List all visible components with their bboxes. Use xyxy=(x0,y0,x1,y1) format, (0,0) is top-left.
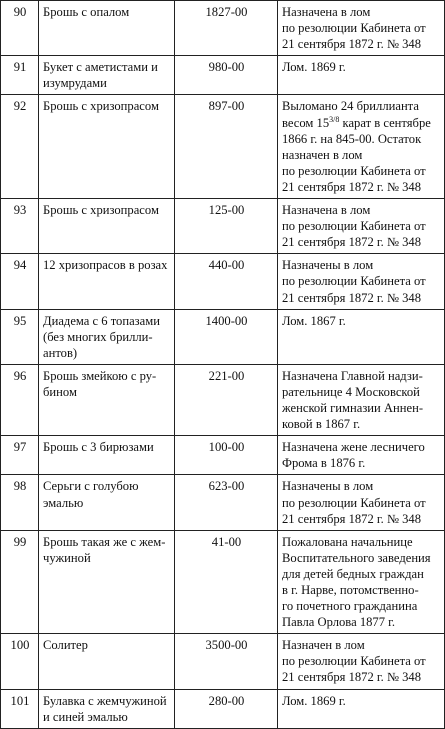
table-row xyxy=(1,199,445,254)
item-description: Брошь такая же с жем- чужиной xyxy=(39,530,175,634)
item-note: Выломано 24 бриллианта весом $15^{3/8}$ карат в сентябре 1866 г. на 845-00. Остаток назначен в лом по резолюции Кабинета от 21 сентября 1872 г. № 348 xyxy=(278,95,445,199)
row-number: 100 xyxy=(1,634,39,689)
row-number: 95 xyxy=(1,309,39,364)
row-number: 96 xyxy=(1,364,39,435)
weight-fraction: 3/8 xyxy=(329,114,340,124)
item-note: Назначена Главной надзи- рательнице 4 Московской женской гимназии Аннен- ковой в 1867 г. xyxy=(278,364,445,435)
row-number: 93 xyxy=(1,199,39,254)
item-amount: 1400-00 xyxy=(175,309,278,364)
table-row xyxy=(1,364,445,435)
item-amount: 41-00 xyxy=(175,530,278,634)
item-amount: 980-00 xyxy=(175,56,278,95)
item-note: Назначена в лом по резолюции Кабинета от 21 сентября 1872 г. № 348 xyxy=(278,1,445,56)
row-number: 97 xyxy=(1,436,39,475)
item-description: Брошь с 3 бирюзами xyxy=(39,436,175,475)
table-row xyxy=(1,56,445,95)
item-note: Лом. 1869 г. xyxy=(278,56,445,95)
row-number: 91 xyxy=(1,56,39,95)
item-amount: 897-00 xyxy=(175,95,278,199)
item-note: Лом. 1869 г. xyxy=(278,689,445,728)
item-amount: 125-00 xyxy=(175,199,278,254)
table-row xyxy=(1,254,445,309)
table-row xyxy=(1,436,445,475)
item-description: Булавка с жемчужиной и синей эмалью xyxy=(39,689,175,728)
row-number: 92 xyxy=(1,95,39,199)
note-weight-line: весом $15^{3/8}$ карат в сентябре xyxy=(282,114,431,130)
item-description: Брошь с хризопрасом xyxy=(39,95,175,199)
item-description: Брошь змейкою с ру- бином xyxy=(39,364,175,435)
table-row xyxy=(1,1,445,56)
table-row xyxy=(1,634,445,689)
item-description: 12 хризопрасов в розах xyxy=(39,254,175,309)
item-note: Лом. 1867 г. xyxy=(278,309,445,364)
row-number: 90 xyxy=(1,1,39,56)
item-description: Диадема с 6 топазами (без многих брилли- антов) xyxy=(39,309,175,364)
item-description: Солитер xyxy=(39,634,175,689)
item-note: Назначен в лом по резолюции Кабинета от 21 сентября 1872 г. № 348 xyxy=(278,634,445,689)
item-note: Назначена в лом по резолюции Кабинета от 21 сентября 1872 г. № 348 xyxy=(278,199,445,254)
item-amount: 100-00 xyxy=(175,436,278,475)
table-row xyxy=(1,689,445,728)
item-description: Букет с аметистами и изумрудами xyxy=(39,56,175,95)
row-number: 101 xyxy=(1,689,39,728)
item-description: Брошь с хризопрасом xyxy=(39,199,175,254)
row-number: 99 xyxy=(1,530,39,634)
inventory-table-body xyxy=(1,1,445,729)
item-description: Серьги с голубою эмалью xyxy=(39,475,175,530)
item-note: Назначены в лом по резолюции Кабинета от 21 сентября 1872 г. № 348 xyxy=(278,254,445,309)
table-row xyxy=(1,95,445,199)
table-row xyxy=(1,475,445,530)
item-amount: 623-00 xyxy=(175,475,278,530)
item-note: Пожалована начальнице Воспитательного заведения для детей бедных граждан в г. Нарве, потомственно- го почетного гражданина Павла Орлова 1877 г. xyxy=(278,530,445,634)
item-note: Назначены в лом по резолюции Кабинета от 21 сентября 1872 г. № 348 xyxy=(278,475,445,530)
item-amount: 280-00 xyxy=(175,689,278,728)
row-number: 94 xyxy=(1,254,39,309)
item-description: Брошь с опалом xyxy=(39,1,175,56)
item-amount: 221-00 xyxy=(175,364,278,435)
item-note: Назначена жене лесничего Фрома в 1876 г. xyxy=(278,436,445,475)
item-amount: 440-00 xyxy=(175,254,278,309)
item-amount: 3500-00 xyxy=(175,634,278,689)
item-amount: 1827-00 xyxy=(175,1,278,56)
row-number: 98 xyxy=(1,475,39,530)
table-row xyxy=(1,530,445,634)
table-row xyxy=(1,309,445,364)
